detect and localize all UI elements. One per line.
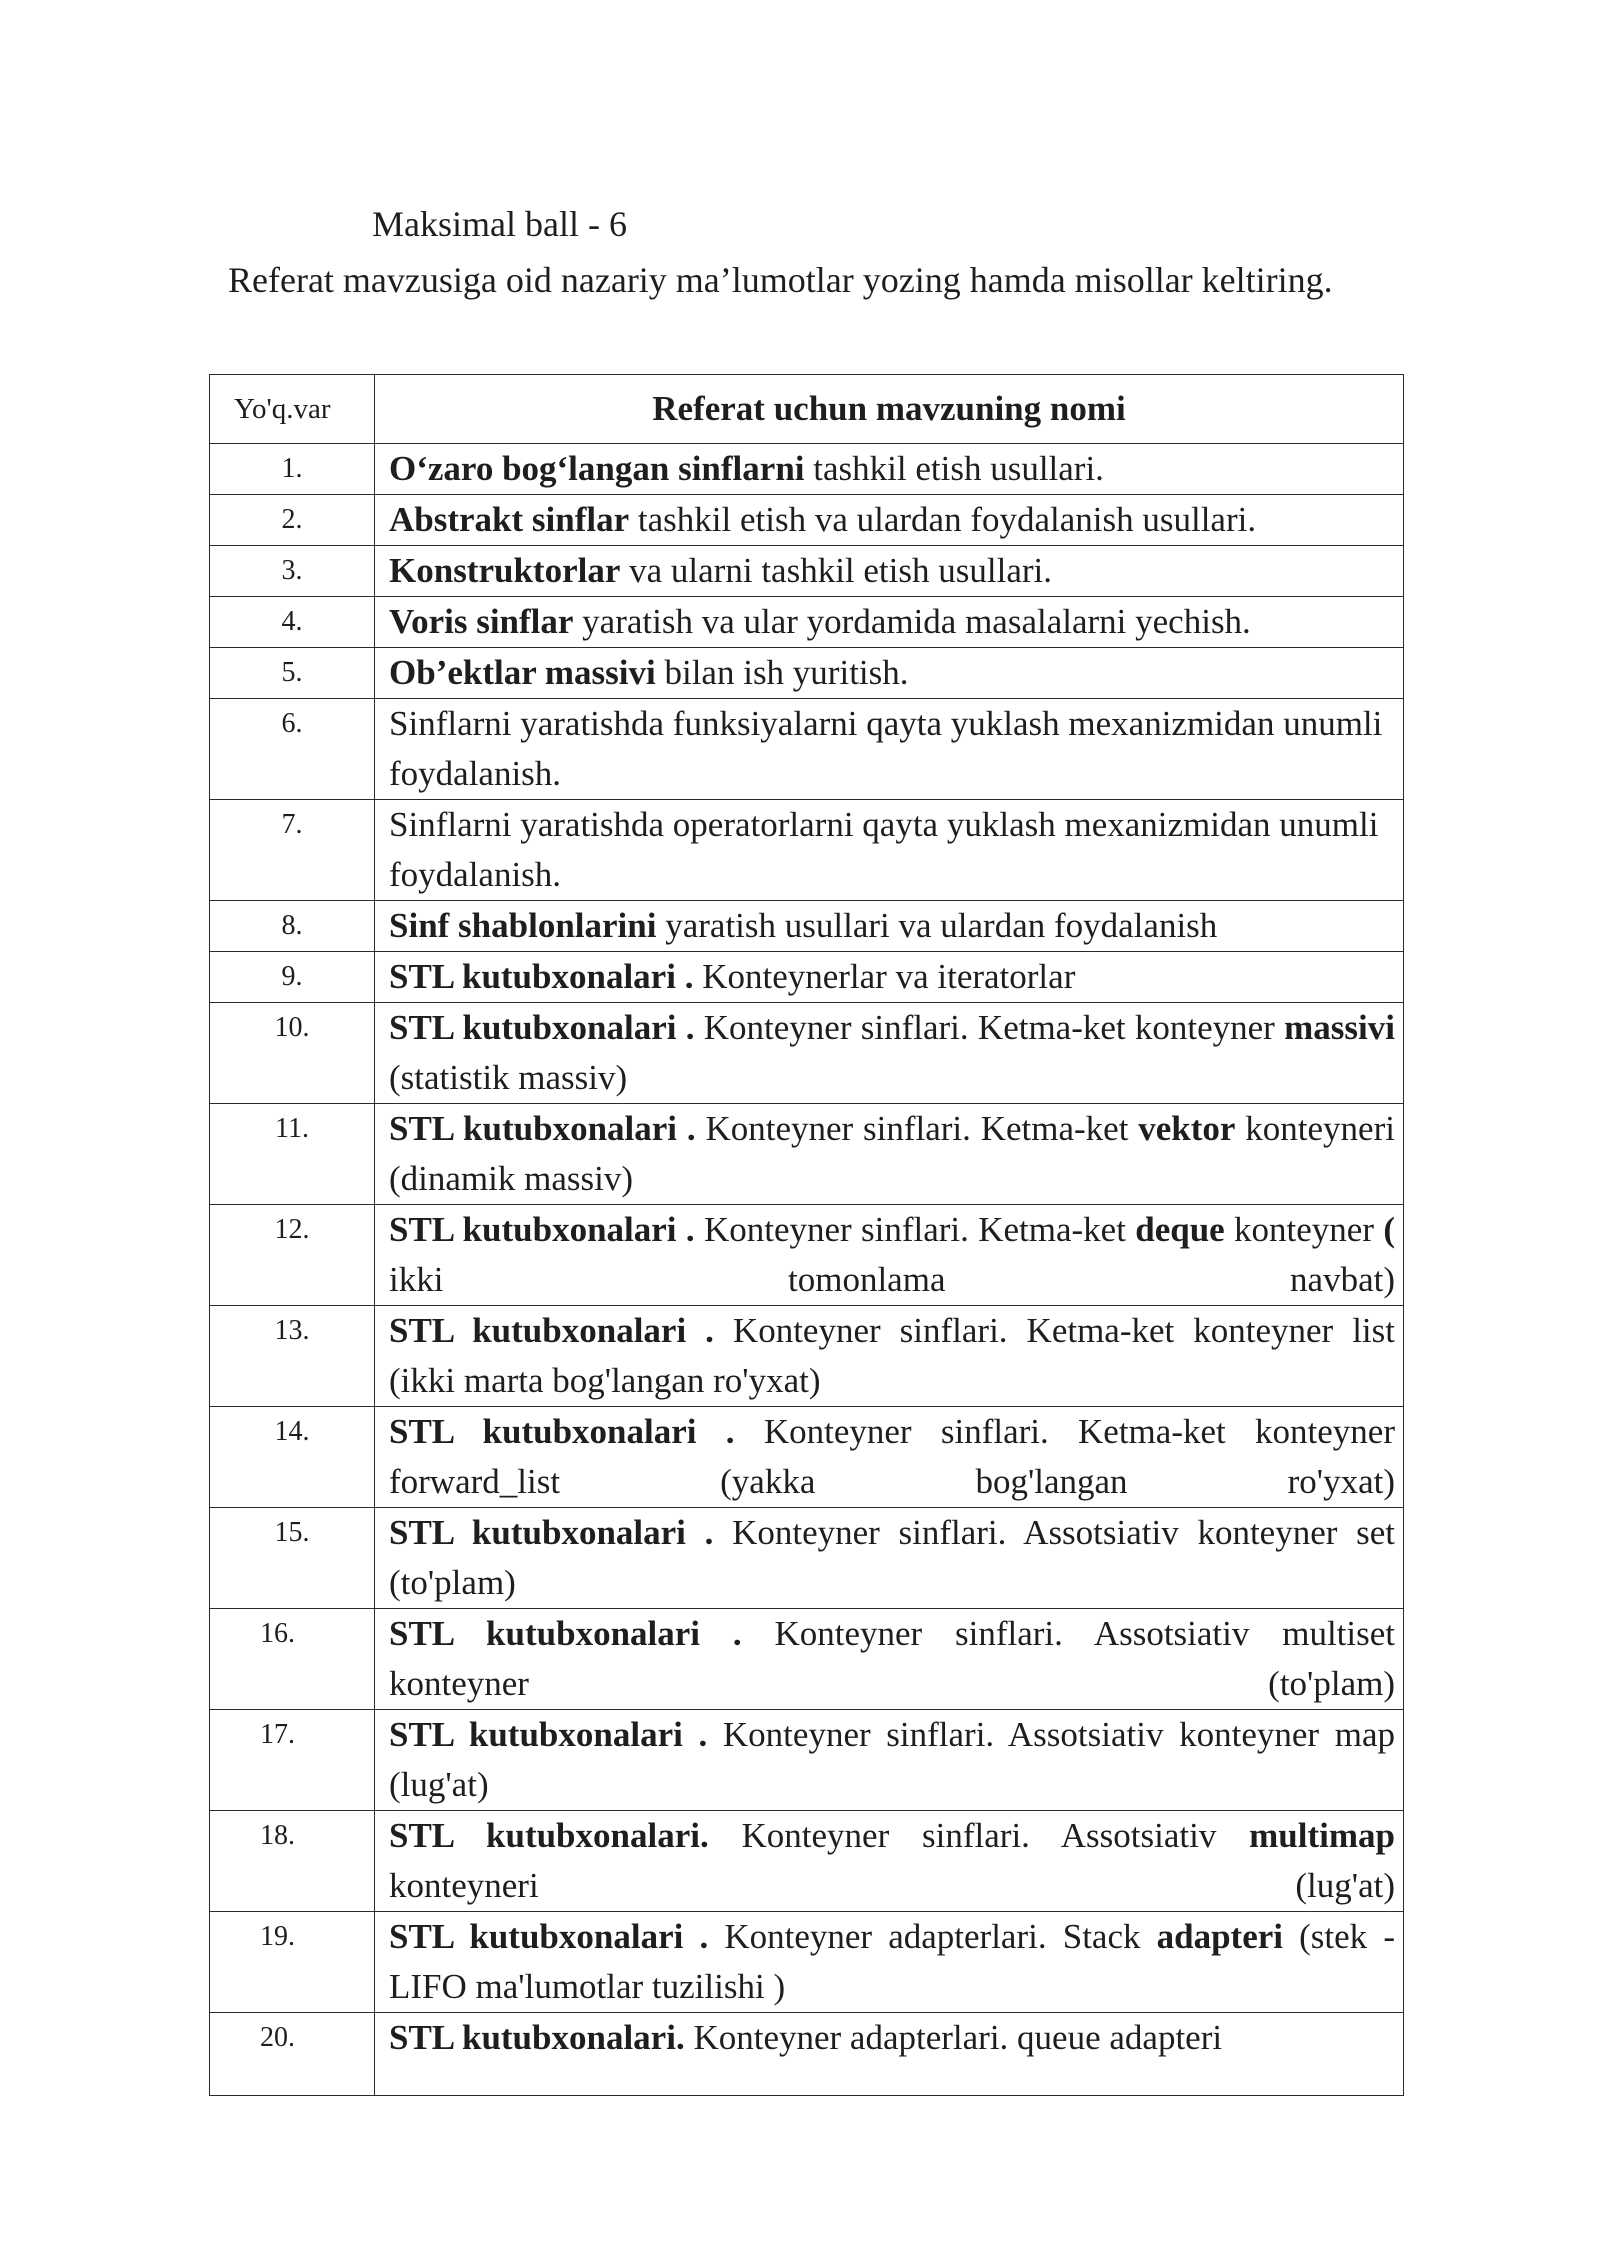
table-row [210,648,1404,699]
table-row [210,597,1404,648]
topic-text: (statistik massiv) [389,1058,628,1097]
row-topic [375,444,1404,495]
table-row [210,1306,1404,1407]
table-row [210,1003,1404,1104]
row-topic [375,1003,1404,1104]
topic-text: (stek - LIFO ma'lumotlar tuzilishi ) [389,1917,1395,2006]
topic-bold-text: STL kutubxonalari . [389,1614,742,1653]
table-row [210,901,1404,952]
row-number: 16. [210,1609,375,1710]
table-row [210,444,1404,495]
topic-text: Konteyner sinflari. Assotsiativ konteyner map (lug'at) [389,1715,1395,1804]
topic-bold-text: vektor [1138,1109,1236,1148]
topic-bold-text: STL kutubxonalari . [389,1008,695,1047]
header-number: Yo'q.var [210,375,375,444]
topic-bold-text: Ob’ektlar massivi [389,653,656,692]
topic-text: Konteynerlar va iteratorlar [693,957,1076,996]
topic-text: bilan ish yuritish. [655,653,909,692]
topic-bold-text: STL kutubxonalari. [389,1816,709,1855]
instruction-line: Referat mavzusiga oid nazariy ma’lumotlar yozing hamda misollar keltiring. [228,260,1333,300]
topic-bold-text: massivi [1284,1008,1395,1047]
table-row [210,699,1404,800]
topic-bold-text: STL kutubxonalari . [389,1210,695,1249]
topic-bold-text: ( [1383,1210,1395,1249]
table-row [210,1104,1404,1205]
topic-bold-text: adapteri [1156,1917,1284,1956]
row-topic [375,597,1404,648]
row-topic [375,1306,1404,1407]
topic-text: Konteyner sinflari. Ketma-ket [695,1109,1139,1148]
row-topic [375,699,1404,800]
table-row [210,1609,1404,1710]
topic-text: Sinflarni yaratishda operatorlarni qayta yuklash mexanizmidan unumli foydalanish. [389,805,1379,894]
topic-text: ikki tomonlama navbat) [389,1260,1395,1299]
row-number: 17. [210,1710,375,1811]
table-row [210,1205,1404,1306]
row-topic [375,1205,1404,1306]
topic-text: Konteyner sinflari. Assotsiativ multiset konteyner (to'plam) [389,1614,1395,1703]
topic-bold-text: STL kutubxonalari . [389,957,694,996]
topic-bold-text: STL kutubxonalari . [389,1715,708,1754]
table-row [210,2013,1404,2096]
row-number: 1. [210,444,375,495]
row-number: 18. [210,1811,375,1912]
topic-bold-text: Sinf shablonlarini [389,906,657,945]
topic-bold-text: Abstrakt sinflar [389,500,630,539]
row-topic [375,1811,1404,1912]
topic-text: Sinflarni yaratishda funksiyalarni qayta yuklash mexanizmidan unumli foydalanish. [389,704,1383,793]
row-number: 7. [210,800,375,901]
topic-text: tashkil etish va ulardan foydalanish usullari. [629,500,1257,539]
topic-bold-text: STL kutubxonalari . [389,1917,709,1956]
topic-text: Konteyner sinflari. Ketma-ket konteyner list (ikki marta bog'langan ro'yxat) [389,1311,1395,1400]
table-row [210,495,1404,546]
topic-bold-text: multimap [1249,1816,1395,1855]
table-row [210,952,1404,1003]
topic-bold-text: O‘zaro bog‘langan sinflarni [389,449,805,488]
header-title: Referat uchun mavzuning nomi [375,375,1404,444]
table-row [210,1912,1404,2013]
topic-bold-text: Voris sinflar [389,602,574,641]
row-topic [375,1710,1404,1811]
topic-text: Konteyner sinflari. Assotsiativ konteyner set (to'plam) [389,1513,1395,1602]
topic-bold-text: STL kutubxonalari. [389,2018,685,2057]
topic-text: Konteyner sinflari. Ketma-ket [694,1210,1136,1249]
row-topic [375,546,1404,597]
topic-bold-text: STL kutubxonalari . [389,1109,696,1148]
table-row [210,1710,1404,1811]
table-row [210,1811,1404,1912]
row-number: 11. [210,1104,375,1205]
table-header-row [210,375,1404,444]
row-topic [375,1609,1404,1710]
row-number: 19. [210,1912,375,2013]
topics-table [209,374,1404,2096]
topic-text: konteyneri (dinamik massiv) [389,1109,1395,1198]
row-number: 4. [210,597,375,648]
row-topic [375,2013,1404,2096]
row-number: 5. [210,648,375,699]
row-topic [375,1104,1404,1205]
topic-text: konteyner [1224,1210,1384,1249]
topic-text: Konteyner sinflari. Ketma-ket konteyner forward_list (yakka bog'langan ro'yxat) [389,1412,1395,1501]
topic-text: konteyneri (lug'at) [389,1866,1395,1905]
row-number: 6. [210,699,375,800]
topic-text: Konteyner adapterlari. queue adapteri [684,2018,1223,2057]
topic-bold-text: STL kutubxonalari . [389,1311,714,1350]
table-row [210,546,1404,597]
topic-bold-text: Konstruktorlar [389,551,621,590]
row-topic [375,952,1404,1003]
row-topic [375,901,1404,952]
row-topic [375,1912,1404,2013]
row-number: 10. [210,1003,375,1104]
row-number: 2. [210,495,375,546]
row-topic [375,1407,1404,1508]
row-number: 8. [210,901,375,952]
topic-text: yaratish va ular yordamida masalalarni yechish. [573,602,1251,641]
row-topic [375,1508,1404,1609]
topic-bold-text: STL kutubxonalari . [389,1412,735,1451]
topic-text: yaratish usullari va ulardan foydalanish [656,906,1218,945]
row-topic [375,648,1404,699]
row-number: 20. [210,2013,375,2096]
max-ball-line: Maksimal ball - 6 [372,204,627,244]
topic-text: va ularni tashkil etish usullari. [620,551,1052,590]
table-row [210,800,1404,901]
row-number: 13. [210,1306,375,1407]
table-row [210,1407,1404,1508]
topic-text: Konteyner sinflari. Assotsiativ [708,1816,1250,1855]
row-number: 14. [210,1407,375,1508]
table-row [210,1508,1404,1609]
row-topic [375,495,1404,546]
table-body [210,444,1404,2096]
topic-text: Konteyner sinflari. Ketma-ket konteyner [694,1008,1285,1047]
topic-bold-text: STL kutubxonalari . [389,1513,714,1552]
row-number: 3. [210,546,375,597]
topic-bold-text: deque [1135,1210,1225,1249]
row-number: 9. [210,952,375,1003]
topic-text: tashkil etish usullari. [804,449,1104,488]
row-number: 15. [210,1508,375,1609]
row-topic [375,800,1404,901]
topic-text: Konteyner adapterlari. Stack [708,1917,1157,1956]
row-number: 12. [210,1205,375,1306]
